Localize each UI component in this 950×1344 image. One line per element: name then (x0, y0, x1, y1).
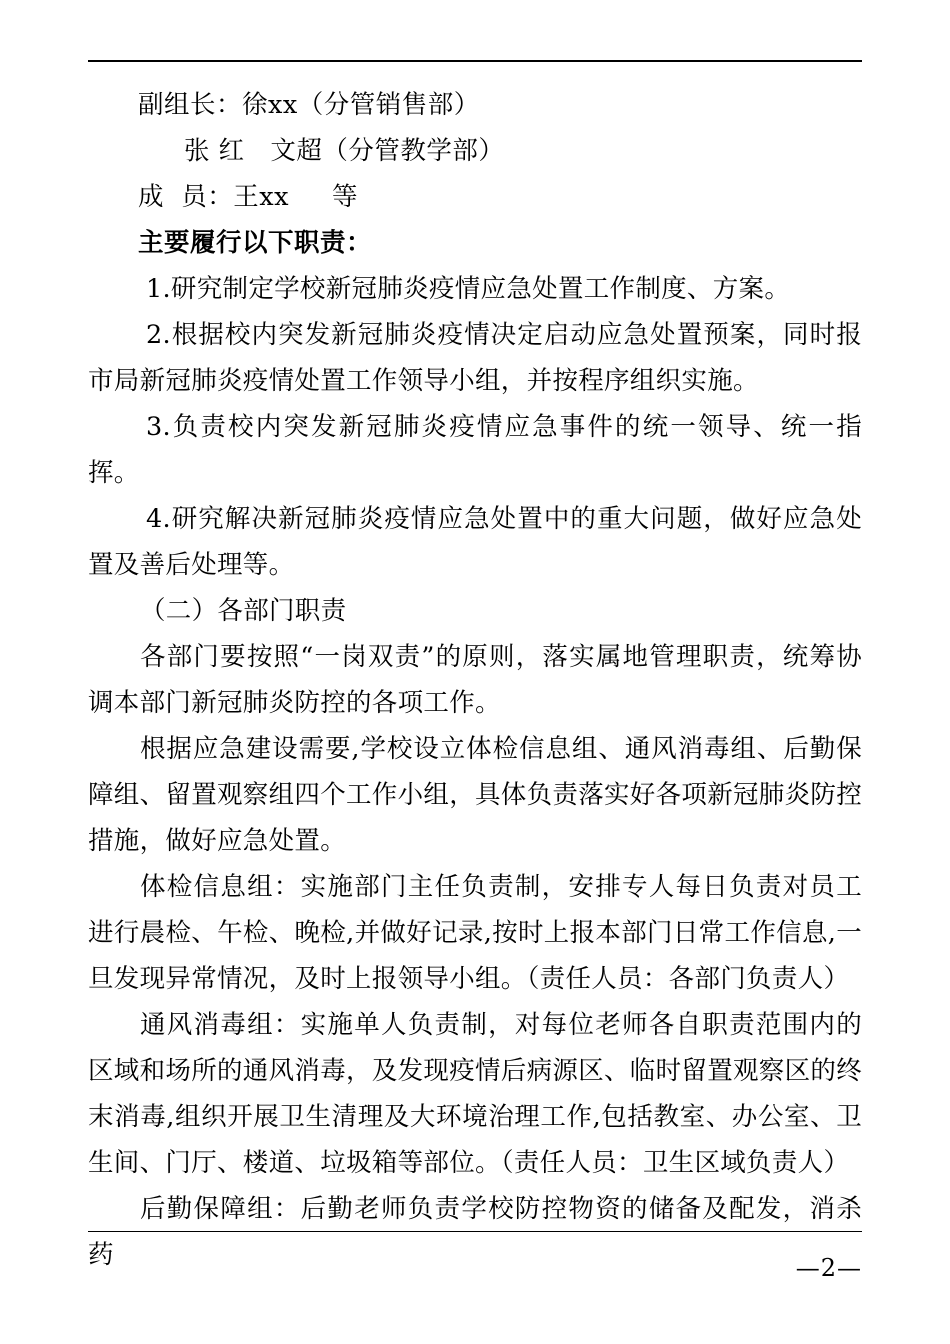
section-heading-department-duties: （二）各部门职责 (140, 596, 347, 626)
header-rule (88, 60, 862, 62)
paragraph-logistics-group: 后勤保障组：后勤老师负责学校防控物资的储备及配发，消杀药 (88, 1194, 862, 1270)
deputy-leader-line: 副组长：徐xx（分管销售部） (138, 90, 480, 120)
paragraph-health-info-group: 体检信息组：实施部门主任负责制，安排专人每日负责对员工进行晨检、午检、晚检,并做好记录,按时上报本部门日常工作信息,一旦发现异常情况，及时上报领导小组。（责任人员：各部门负责人） (88, 872, 862, 994)
members-line: 成 员：王xx 等 (138, 182, 359, 212)
duty-item-2: 2.根据校内突发新冠肺炎疫情决定启动应急处置预案，同时报市局新冠肺炎疫情处置工作领导小组，并按程序组织实施。 (88, 320, 862, 396)
duty-item-1: 1.研究制定学校新冠肺炎疫情应急处置工作制度、方案。 (146, 274, 791, 304)
page-number: —2— (795, 1254, 862, 1282)
footer-rule (88, 1231, 862, 1232)
paragraph-department-principle: 各部门要按照“一岗双责”的原则，落实属地管理职责，统筹协调本部门新冠肺炎防控的各项工作。 (88, 642, 862, 718)
paragraph-working-groups: 根据应急建设需要,学校设立体检信息组、通风消毒组、后勤保障组、留置观察组四个工作小组，具体负责落实好各项新冠肺炎防控措施，做好应急处置。 (88, 734, 863, 856)
duty-item-3: 3.负责校内突发新冠肺炎疫情应急事件的统一领导、统一指挥。 (88, 412, 862, 488)
document-body (88, 82, 862, 1278)
duties-heading: 主要履行以下职责： (138, 228, 373, 258)
deputy-leader-line-2: 张 红 文超（分管教学部） (184, 136, 505, 166)
duty-item-4: 4.研究解决新冠肺炎疫情应急处置中的重大问题，做好应急处置及善后处理等。 (88, 504, 862, 580)
paragraph-ventilation-group: 通风消毒组：实施单人负责制，对每位老师各自职责范围内的区域和场所的通风消毒，及发现疫情后病源区、临时留置观察区的终末消毒,组织开展卫生清理及大环境治理工作,包括教室、办公室、卫生间、门厅、楼道、垃圾箱等部位。（责任人员：卫生区域负责人） (88, 1010, 863, 1178)
